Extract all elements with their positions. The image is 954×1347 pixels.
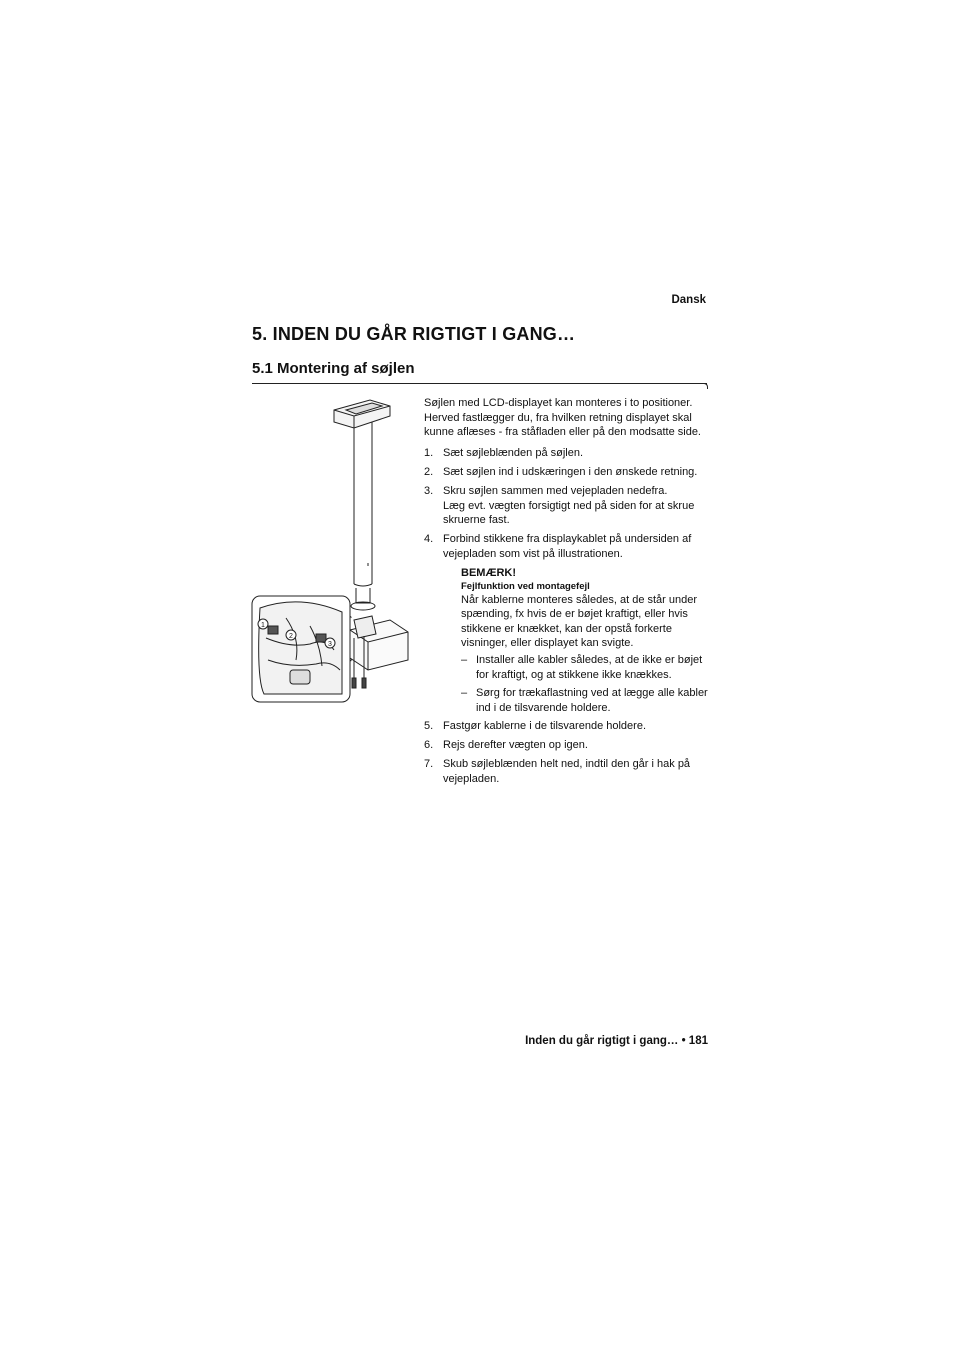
- language-label: Dansk: [671, 294, 706, 306]
- list-item: 7. Skub søjleblænden helt ned, indtil den går i hak på vejepladen.: [424, 758, 691, 786]
- column-assembly-illustration: [250, 398, 412, 708]
- section-title: 5.1 Montering af søjlen: [252, 360, 415, 377]
- list-item: 3. Skru søjlen sammen med vejepladen nedefra. Læg evt. vægten forsigtigt ned på siden for at skrue skruerne fast.: [424, 484, 695, 527]
- list-item: 5. Fastgør kablerne i de tilsvarende holdere.: [424, 720, 646, 733]
- svg-text:2: 2: [289, 633, 293, 640]
- list-item: 4. Forbind stikkene fra displaykablet på undersiden af vejepladen som vist på illustrationen.: [424, 533, 692, 560]
- content-column: [424, 396, 710, 791]
- list-item: – Sørg for trækaflastning ved at lægge alle kabler ind i de tilsvarende holdere.: [461, 687, 708, 714]
- page-footer: Inden du går rigtigt i gang… • 181: [525, 1035, 708, 1047]
- note-box: [461, 566, 710, 715]
- scale-plate-icon: [350, 616, 408, 670]
- list-item: 6. Rejs derefter vægten op igen.: [424, 739, 588, 752]
- note-title: BEMÆRK!: [461, 566, 516, 579]
- list-item: 2. Sæt søjlen ind i udskæringen i den ønskede retning.: [424, 465, 698, 478]
- callout-3-icon: [325, 638, 335, 648]
- note-list: [461, 653, 710, 715]
- lcd-display-icon: [334, 400, 390, 428]
- svg-text:3: 3: [328, 641, 332, 648]
- list-item: 1. Sæt søjleblænden på søjlen.: [424, 446, 584, 459]
- chapter-title: 5. INDEN DU GÅR RIGTIGT I GANG…: [252, 324, 576, 344]
- callout-1-icon: [258, 619, 268, 629]
- section-divider: [252, 383, 707, 384]
- steps-list-b: [424, 719, 710, 786]
- steps-list-a: [424, 446, 710, 562]
- list-item: – Installer alle kabler således, at de ikke er bøjet for kraftigt, og at stikkene ikke knækkes.: [461, 653, 703, 681]
- note-subtitle: Fejlfunktion ved montagefejl: [461, 580, 590, 592]
- section-divider-end: [703, 383, 708, 389]
- note-body: Når kablerne monteres således, at de står under spænding, fx hvis de er bøjet kraftigt, eller hvis stikkene er knækket, kan der opstå forkerte visninger, eller displayet kan svigte.: [461, 593, 698, 650]
- callout-2-icon: [286, 630, 296, 640]
- svg-text:1: 1: [261, 622, 265, 629]
- column-icon: [351, 422, 375, 610]
- intro-paragraph: Søjlen med LCD-displayet kan monteres i to positioner. Herved fastlægger du, fra hvilken retning displayet skal kunne aflæses - fra ståfladen eller på den modsatte side.: [424, 397, 701, 439]
- connector-detail-inset: [252, 596, 350, 702]
